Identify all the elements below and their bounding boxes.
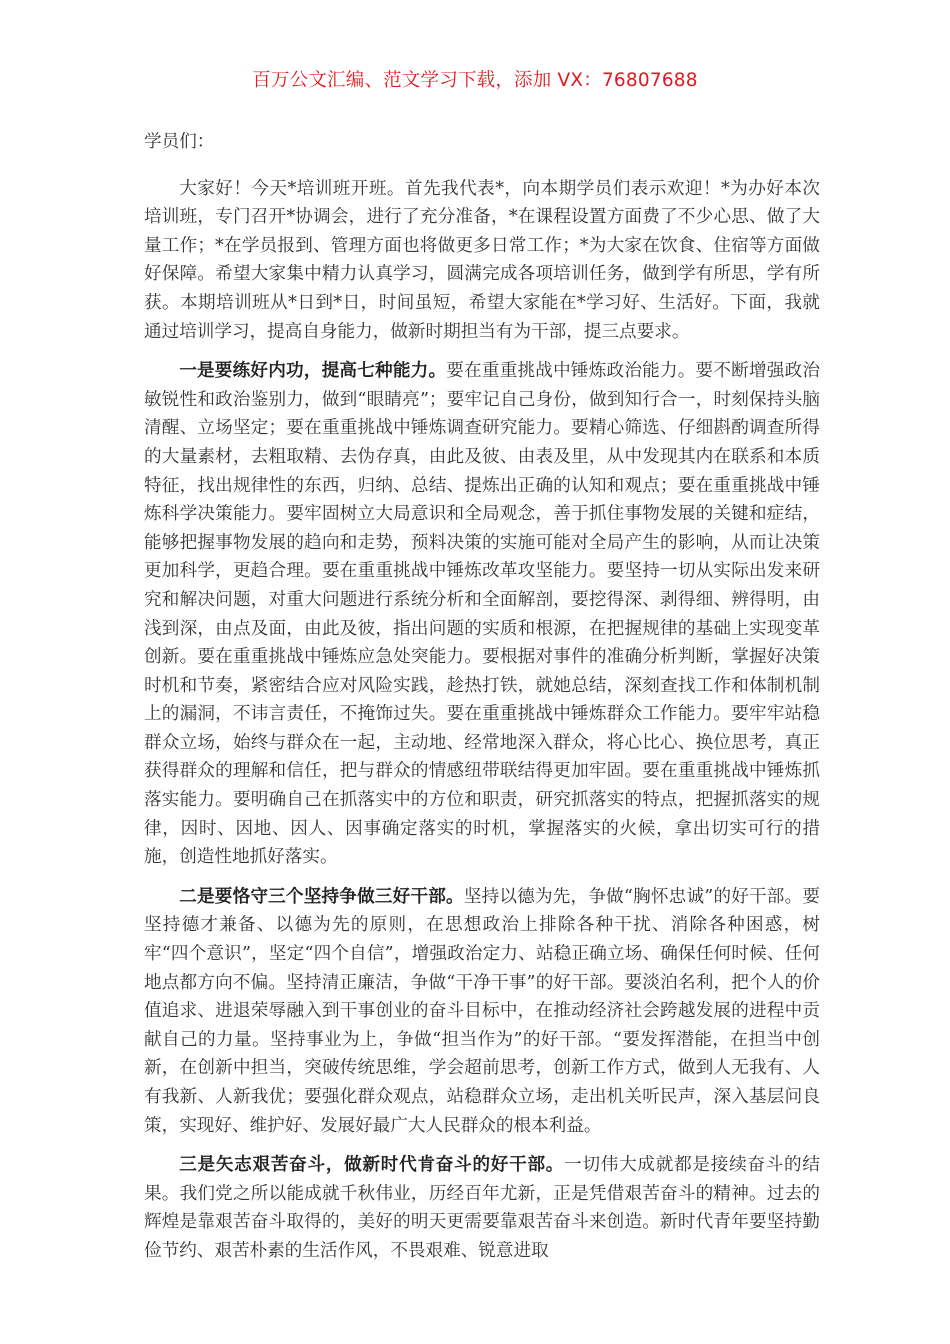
document-body	[144, 128, 820, 1277]
paragraph-point-three	[144, 1151, 820, 1265]
paragraph-point-one	[144, 357, 820, 872]
paragraph-opening	[144, 175, 820, 347]
promo-banner	[0, 66, 950, 92]
paragraph-lead: 二是要恪守三个坚持争做三好干部。	[179, 885, 464, 907]
paragraph-lead: 三是矢志艰苦奋斗，做新时代肯奋斗的好干部。	[179, 1154, 565, 1176]
promo-banner-text: 百万公文汇编、范文学习下载，添加 VX：76807688	[252, 70, 698, 91]
paragraph-point-two	[144, 883, 820, 1140]
salutation: 学员们：	[144, 132, 215, 152]
paragraph-body: 要在重重挑战中锤炼政治能力。要不断增强政治敏锐性和政治鉴别力，做到“眼睛亮”；要牢记自己身份，做到知行合一，时刻保持头脑清醒、立场坚定；要在重重挑战中锤炼调查研究能力。要精心筛选、仔细斟酌调查所得的大量素材，去粗取精、去伪存真，由此及彼、由表及里，从中发现其内在联系和本质特征，找出规律性的东西，归纳、总结、提炼出正确的认知和观点；要在重重挑战中锤炼科学决策能力。要牢固树立大局意识和全局观念，善于抓住事物发展的关键和症结，能够把握事物发展的趋向和走势，预料决策的实施可能对全局产生的影响，从而让决策更加科学，更趋合理。要在重重挑战中锤炼改革攻坚能力。要坚持一切从实际出发来研究和解决问题，对重大问题进行系统分析和全面解剖，要挖得深、剥得细、辨得明，由浅到深，由点及面，由此及彼，指出问题的实质和根源，在把握规律的基础上实现变革创新。要在重重挑战中锤炼应急处突能力。要根据对事件的准确分析判断，掌握好决策时机和节奏，紧密结合应对风险实践，趁热打铁，就她总结，深刻查找工作和体制机制上的漏洞，不讳言责任，不掩饰过失。要在重重挑战中锤炼群众工作能力。要牢牢站稳群众立场，始终与群众在一起，主动地、经常地深入群众，将心比心、换位思考，真正获得群众的理解和信任，把与群众的情感纽带联结得更加牢固。要在重重挑战中锤炼抓落实能力。要明确自己在抓落实中的方位和职责，研究抓落实的特点，把握抓落实的规律，因时、因地、因人、因事确定落实的时机，掌握落实的火候，拿出切实可行的措施，创造性地抓好落实。	[144, 361, 820, 868]
paragraph-lead: 一是要练好内功，提高七种能力。	[179, 360, 447, 382]
paragraph-body: 一切伟大成就都是接续奋斗的结果。我们党之所以能成就千秋伟业，历经百年尤新，正是凭借艰苦奋斗的精神。过去的辉煌是靠艰苦奋斗取得的，美好的明天更需要靠艰苦奋斗来创造。新时代青年要坚持勤俭节约、艰苦朴素的生活作风，不畏艰难、锐意进取	[144, 1155, 820, 1261]
paragraph-body: 坚持以德为先，争做“胸怀忠诚”的好干部。要坚持德才兼备、以德为先的原则，在思想政治上排除各种干扰、消除各种困惑，树牢“四个意识”，坚定“四个自信”，增强政治定力、站稳正确立场、确保任何时候、任何地点都方向不偏。坚持清正廉洁，争做“干净干事”的好干部。要淡泊名利，把个人的价值追求、进退荣辱融入到干事创业的奋斗目标中，在推动经济社会跨越发展的进程中贡献自己的力量。坚持事业为上，争做“担当作为”的好干部。“要发挥潜能，在担当中创新，在创新中担当，突破传统思维，学会超前思考，创新工作方式，做到人无我有、人有我新、人新我优；要强化群众观点，站稳群众立场，走出机关听民声，深入基层问良策，实现好、维护好、发展好最广大人民群众的根本利益。	[144, 886, 820, 1136]
paragraph-body: 大家好！今天*培训班开班。首先我代表*，向本期学员们表示欢迎！*为办好本次培训班，专门召开*协调会，进行了充分准备，*在课程设置方面费了不少心思、做了大量工作；*在学员报到、管理方面也将做更多日常工作；*为大家在饮食、住宿等方面做好保障。希望大家集中精力认真学习，圆满完成各项培训任务，做到学有所思，学有所获。本期培训班从*日到*日，时间虽短，希望大家能在*学习好、生活好。下面，我就通过培训学习，提高自身能力，做新时期担当有为干部，提三点要求。	[144, 178, 820, 342]
